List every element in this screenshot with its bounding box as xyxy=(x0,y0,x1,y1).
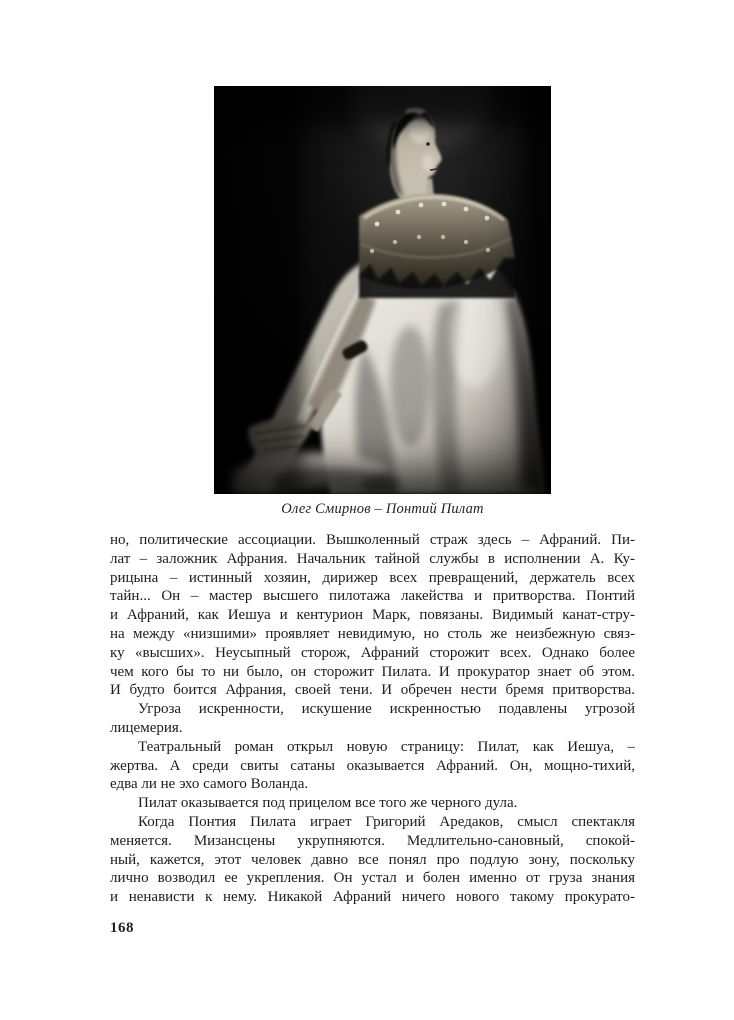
stage-photo xyxy=(214,86,551,494)
page-number: 168 xyxy=(110,920,134,936)
text-line: Когда Понтия Пилата играет Григорий Аредаков, смысл спектакля xyxy=(138,813,635,830)
text-line: едва ли не эхо самого Воланда. xyxy=(110,776,309,793)
text-line: жертва. А среди свиты сатаны оказывается Афраний. Он, мощно-тихий, xyxy=(110,757,635,774)
photo-figure xyxy=(214,86,551,518)
text-line: чем кого бы то ни было, он сторожит Пилата. И прокуратор знает об этом. xyxy=(110,663,635,680)
text-line: и Афраний, как Иешуа и кентурион Марк, повязаны. Видимый канат-стру- xyxy=(110,607,635,624)
text-line: ку «высших». Неусыпный сторож, Афраний сторожит всех. Однако более xyxy=(110,644,635,661)
stage-photo-art xyxy=(214,86,551,494)
text-line: Пилат оказывается под прицелом все того же черного дула. xyxy=(138,795,518,812)
text-line: Театральный роман открыл новую страницу: Пилат, как Иешуа, – xyxy=(138,738,635,755)
text-line: тайн... Он – мастер высшего пилотажа лакейства и притворства. Понтий xyxy=(110,588,635,605)
text-line: меняется. Мизансцены укрупняются. Медлительно-сановный, спокой- xyxy=(110,832,635,849)
text-line: И будто боится Афрания, своей тени. И обречен нести бремя притворства. xyxy=(110,682,635,699)
text-line: лицемерия. xyxy=(110,719,183,736)
text-line: но, политические ассоциации. Вышколенный страж здесь – Афраний. Пи- xyxy=(110,532,635,548)
text-line: и ненависти к нему. Никакой Афраний ничего нового такому прокурато- xyxy=(110,889,635,906)
photo-caption: Олег Смирнов – Понтий Пилат xyxy=(281,501,484,517)
metal-collar xyxy=(359,194,515,298)
text-line: ный, кажется, этот человек давно все понял про подлую зону, поскольку xyxy=(110,851,635,868)
text-line: лат – заложник Афрания. Начальник тайной службы в исполнении А. Ку- xyxy=(110,550,635,567)
text-line: рицына – истинный хозяин, дирижер всех превращений, держатель всех xyxy=(110,569,635,586)
eye xyxy=(426,142,430,146)
body-text xyxy=(110,531,635,907)
text-line: на между «низшими» проявляет невидимую, но столь же неизбежную связ- xyxy=(110,625,635,642)
text-line: лично возводил ее укрепления. Он устал и болен именно от груза знания xyxy=(110,870,635,887)
text-line: Угроза искренности, искушение искренностью подавлены угрозой xyxy=(138,701,635,718)
